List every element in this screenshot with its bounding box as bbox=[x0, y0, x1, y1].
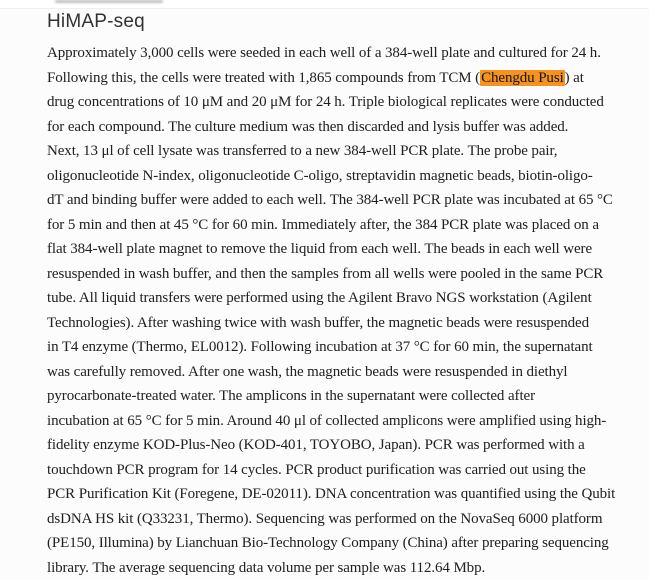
text-segment: Approximately 3,000 cells were seeded in each well of a 384-well plate and cultured for 24 h. bbox=[47, 45, 601, 61]
paragraph-line bbox=[47, 556, 637, 580]
text-segment: pyrocarbonate-treated water. The amplicons in the supernatant were collected after bbox=[47, 388, 535, 404]
cutoff-text-remnant bbox=[55, 0, 163, 3]
methods-section bbox=[47, 10, 637, 580]
text-segment: dsDNA HS kit (Q33231, Thermo). Sequencing was performed on the NovaSeq 6000 platform bbox=[47, 511, 602, 527]
paragraph-line bbox=[47, 458, 637, 483]
paragraph-line bbox=[47, 286, 637, 311]
paragraph-line bbox=[47, 507, 637, 532]
paragraph-line bbox=[47, 188, 637, 213]
text-segment: fidelity enzyme KOD-Plus-Neo (KOD-401, TOYOBO, Japan). PCR was performed with a bbox=[47, 437, 585, 453]
text-segment: oligonucleotide N-index, oligonucleotide C-oligo, streptavidin magnetic beads, biotin-oligo- bbox=[47, 168, 593, 184]
paragraph-line bbox=[47, 237, 637, 262]
text-segment: resuspended in wash buffer, and then the samples from all wells were pooled in the same PCR bbox=[47, 266, 603, 282]
text-segment: for 5 min and then at 45 °C for 60 min. Immediately after, the 384 PCR plate was placed on a bbox=[47, 217, 599, 233]
paragraph-line bbox=[47, 66, 637, 91]
section-title: HiMAP-seq bbox=[47, 10, 637, 34]
paragraph-line bbox=[47, 482, 637, 507]
paragraph-line bbox=[47, 433, 637, 458]
text-segment: ) at bbox=[565, 70, 584, 86]
paragraph-line bbox=[47, 115, 637, 140]
text-segment: Following this, the cells were treated with 1,865 compounds from TCM ( bbox=[47, 70, 480, 86]
text-segment: library. The average sequencing data volume per sample was 112.64 Mbp. bbox=[47, 560, 485, 576]
paragraph-line bbox=[47, 360, 637, 385]
text-segment: Technologies). After washing twice with wash buffer, the magnetic beads were resuspended bbox=[47, 315, 589, 331]
paragraph-line bbox=[47, 213, 637, 238]
text-segment: Next, 13 μl of cell lysate was transferred to a new 384-well PCR plate. The probe pair, bbox=[47, 143, 557, 159]
text-segment: (PE150, Illumina) by Lianchuan Bio-Technology Company (China) after preparing sequencing bbox=[47, 535, 609, 551]
paragraph-line bbox=[47, 384, 637, 409]
text-segment: dT and binding buffer were added to each well. The 384-well PCR plate was incubated at 65 °C bbox=[47, 192, 613, 208]
highlighted-text: Chengdu Pusi bbox=[480, 70, 565, 86]
text-segment: touchdown PCR program for 14 cycles. PCR product purification was carried out using the bbox=[47, 462, 586, 478]
text-segment: incubation at 65 °C for 5 min. Around 40 μl of collected amplicons were amplified using high- bbox=[47, 413, 606, 429]
methods-paragraph bbox=[47, 41, 637, 580]
text-segment: drug concentrations of 10 μM and 20 μM for 24 h. Triple biological replicates were conducted bbox=[47, 94, 604, 110]
paragraph-line bbox=[47, 262, 637, 287]
paragraph-line bbox=[47, 139, 637, 164]
paragraph-line bbox=[47, 335, 637, 360]
text-segment: was carefully removed. After one wash, the magnetic beads were resuspended in diethyl bbox=[47, 364, 567, 380]
paragraph-line bbox=[47, 311, 637, 336]
text-segment: in T4 enzyme (Thermo, EL0012). Following incubation at 37 °C for 60 min, the supernatant bbox=[47, 339, 593, 355]
text-segment: flat 384-well plate magnet to remove the liquid from each well. The beads in each well were bbox=[47, 241, 592, 257]
paragraph-line bbox=[47, 41, 637, 66]
text-segment: tube. All liquid transfers were performed using the Agilent Bravo NGS workstation (Agilent bbox=[47, 290, 592, 306]
paragraph-line bbox=[47, 164, 637, 189]
paragraph-line bbox=[47, 531, 637, 556]
paragraph-line bbox=[47, 90, 637, 115]
text-segment: for each compound. The culture medium was then discarded and lysis buffer was added. bbox=[47, 119, 568, 135]
paragraph-line bbox=[47, 409, 637, 434]
text-segment: PCR Purification Kit (Foregene, DE-02011). DNA concentration was quantified using the Qubit bbox=[47, 486, 615, 502]
